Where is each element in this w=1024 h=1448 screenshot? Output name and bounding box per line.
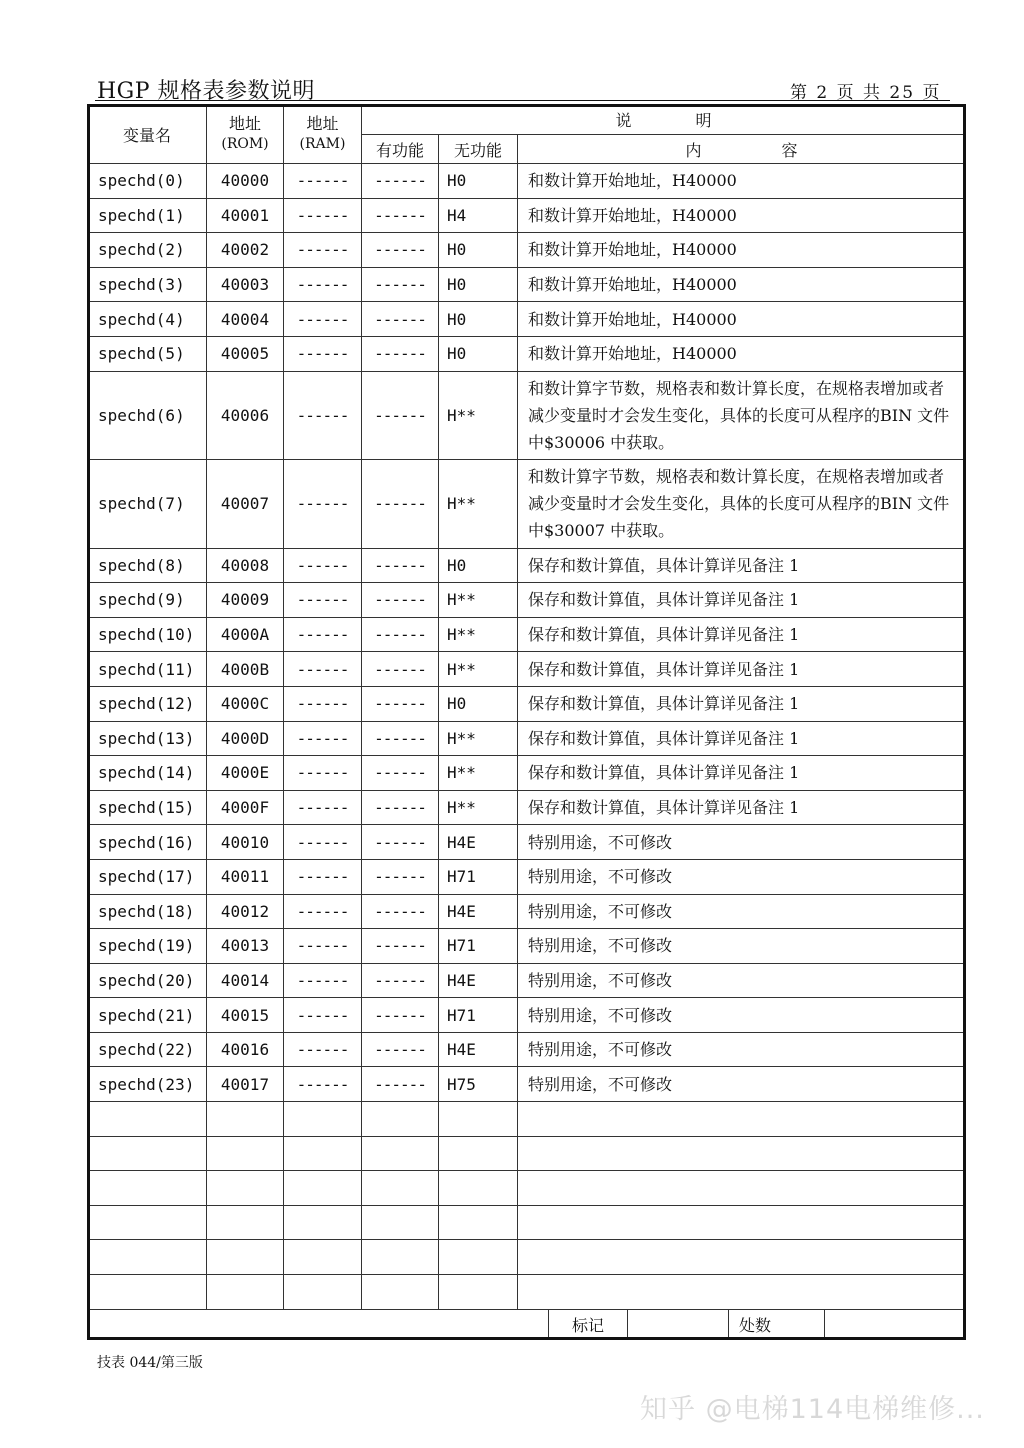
cell-addr-rom: 40013 bbox=[207, 929, 284, 964]
cell-description: 保存和数计算值，具体计算详见备注 1 bbox=[518, 652, 966, 687]
cell-addr-rom: 40014 bbox=[207, 963, 284, 998]
cell-with-func: ------ bbox=[362, 790, 439, 825]
cell-description: 和数计算字节数，规格表和数计算长度，在规格表增加或者减少变量时才会发生变化，具体的长度可从程序的BIN 文件中$30006 中获取。 bbox=[518, 371, 966, 460]
document-title: HGP 规格表参数说明 bbox=[97, 79, 316, 104]
cell-description: 和数计算开始地址，H40000 bbox=[518, 233, 966, 268]
cell-description: 和数计算字节数，规格表和数计算长度，在规格表增加或者减少变量时才会发生变化，具体的长度可从程序的BIN 文件中$30007 中获取。 bbox=[518, 460, 966, 549]
cell-description: 保存和数计算值，具体计算详见备注 1 bbox=[518, 548, 966, 583]
cell-addr-ram: ------ bbox=[284, 859, 362, 894]
cell-with-func: ------ bbox=[362, 963, 439, 998]
footer-count-label: 处数 bbox=[729, 1310, 825, 1339]
cell-addr-ram: ------ bbox=[284, 371, 362, 460]
cell-with-func: ------ bbox=[362, 686, 439, 721]
cell-description: 和数计算开始地址，H40000 bbox=[518, 302, 966, 337]
cell-var-name: spechd(19) bbox=[88, 929, 207, 964]
cell-with-func: ------ bbox=[362, 267, 439, 302]
watermark: 知乎 @电梯114电梯维修... bbox=[640, 1394, 985, 1425]
cell-description: 特别用途，不可修改 bbox=[518, 1067, 966, 1102]
cell-addr-rom: 4000A bbox=[207, 617, 284, 652]
cell-addr-ram: ------ bbox=[284, 583, 362, 618]
cell-with-func: ------ bbox=[362, 1067, 439, 1102]
col-header-addr-rom-line1: 地址 bbox=[228, 114, 261, 133]
cell-var-name: spechd(6) bbox=[88, 371, 207, 460]
cell-var-name: spechd(15) bbox=[88, 790, 207, 825]
cell-addr-rom: 40015 bbox=[207, 998, 284, 1033]
form-code: 技表 044/第三版 bbox=[97, 1355, 203, 1371]
cell-var-name: spechd(16) bbox=[88, 825, 207, 860]
cell-description: 特别用途，不可修改 bbox=[518, 825, 966, 860]
cell-addr-rom: 4000E bbox=[207, 756, 284, 791]
cell-with-func: ------ bbox=[362, 894, 439, 929]
cell-without-func: H** bbox=[439, 617, 518, 652]
cell-var-name: spechd(8) bbox=[88, 548, 207, 583]
cell-without-func: H0 bbox=[439, 164, 518, 199]
table-frame bbox=[87, 104, 966, 1340]
header-divider bbox=[95, 100, 950, 101]
cell-with-func: ------ bbox=[362, 756, 439, 791]
cell-addr-rom: 40016 bbox=[207, 1032, 284, 1067]
col-header-content: 内 容 bbox=[518, 135, 966, 164]
cell-addr-rom: 4000B bbox=[207, 652, 284, 687]
cell-description: 保存和数计算值，具体计算详见备注 1 bbox=[518, 686, 966, 721]
cell-description: 保存和数计算值，具体计算详见备注 1 bbox=[518, 721, 966, 756]
cell-addr-rom: 40003 bbox=[207, 267, 284, 302]
cell-addr-rom: 40008 bbox=[207, 548, 284, 583]
cell-with-func: ------ bbox=[362, 336, 439, 371]
cell-var-name: spechd(1) bbox=[88, 198, 207, 233]
cell-addr-rom: 40005 bbox=[207, 336, 284, 371]
cell-var-name: spechd(13) bbox=[88, 721, 207, 756]
cell-addr-rom: 40007 bbox=[207, 460, 284, 549]
cell-var-name: spechd(21) bbox=[88, 998, 207, 1033]
cell-description: 和数计算开始地址，H40000 bbox=[518, 198, 966, 233]
col-header-addr-ram-line2: (RAM) bbox=[299, 136, 346, 152]
cell-addr-ram: ------ bbox=[284, 336, 362, 371]
cell-addr-ram: ------ bbox=[284, 1032, 362, 1067]
cell-without-func: H4 bbox=[439, 198, 518, 233]
footer-mark-label: 标记 bbox=[549, 1310, 628, 1339]
cell-var-name: spechd(3) bbox=[88, 267, 207, 302]
cell-addr-ram: ------ bbox=[284, 1067, 362, 1102]
cell-addr-ram: ------ bbox=[284, 686, 362, 721]
cell-description: 特别用途，不可修改 bbox=[518, 929, 966, 964]
cell-without-func: H4E bbox=[439, 1032, 518, 1067]
cell-with-func: ------ bbox=[362, 859, 439, 894]
cell-addr-ram: ------ bbox=[284, 963, 362, 998]
cell-description: 保存和数计算值，具体计算详见备注 1 bbox=[518, 756, 966, 791]
cell-var-name: spechd(9) bbox=[88, 583, 207, 618]
cell-without-func: H** bbox=[439, 371, 518, 460]
cell-without-func: H** bbox=[439, 721, 518, 756]
cell-addr-rom: 4000F bbox=[207, 790, 284, 825]
cell-with-func: ------ bbox=[362, 302, 439, 337]
cell-var-name: spechd(18) bbox=[88, 894, 207, 929]
cell-without-func: H** bbox=[439, 790, 518, 825]
cell-description: 和数计算开始地址，H40000 bbox=[518, 267, 966, 302]
cell-var-name: spechd(5) bbox=[88, 336, 207, 371]
cell-addr-rom: 40011 bbox=[207, 859, 284, 894]
cell-description: 特别用途，不可修改 bbox=[518, 998, 966, 1033]
cell-addr-rom: 40002 bbox=[207, 233, 284, 268]
page-number: 第 2 页 共 25 页 bbox=[790, 83, 942, 103]
cell-addr-rom: 40001 bbox=[207, 198, 284, 233]
cell-description: 保存和数计算值，具体计算详见备注 1 bbox=[518, 583, 966, 618]
cell-without-func: H** bbox=[439, 460, 518, 549]
cell-var-name: spechd(10) bbox=[88, 617, 207, 652]
cell-without-func: H** bbox=[439, 756, 518, 791]
cell-addr-rom: 4000C bbox=[207, 686, 284, 721]
cell-with-func: ------ bbox=[362, 371, 439, 460]
cell-var-name: spechd(14) bbox=[88, 756, 207, 791]
cell-addr-ram: ------ bbox=[284, 652, 362, 687]
cell-without-func: H0 bbox=[439, 686, 518, 721]
cell-addr-rom: 4000D bbox=[207, 721, 284, 756]
cell-with-func: ------ bbox=[362, 721, 439, 756]
cell-with-func: ------ bbox=[362, 583, 439, 618]
cell-var-name: spechd(12) bbox=[88, 686, 207, 721]
cell-without-func: H0 bbox=[439, 548, 518, 583]
cell-addr-ram: ------ bbox=[284, 164, 362, 199]
cell-addr-ram: ------ bbox=[284, 756, 362, 791]
cell-var-name: spechd(22) bbox=[88, 1032, 207, 1067]
cell-without-func: H4E bbox=[439, 894, 518, 929]
col-header-var-name: 变量名 bbox=[88, 105, 207, 164]
cell-without-func: H4E bbox=[439, 963, 518, 998]
cell-description: 特别用途，不可修改 bbox=[518, 1032, 966, 1067]
cell-without-func: H** bbox=[439, 652, 518, 687]
cell-addr-ram: ------ bbox=[284, 302, 362, 337]
cell-addr-ram: ------ bbox=[284, 267, 362, 302]
cell-without-func: H71 bbox=[439, 859, 518, 894]
cell-var-name: spechd(17) bbox=[88, 859, 207, 894]
cell-addr-ram: ------ bbox=[284, 617, 362, 652]
cell-addr-rom: 40006 bbox=[207, 371, 284, 460]
col-header-addr-ram-line1: 地址 bbox=[306, 114, 339, 133]
cell-var-name: spechd(0) bbox=[88, 164, 207, 199]
cell-addr-ram: ------ bbox=[284, 198, 362, 233]
cell-with-func: ------ bbox=[362, 548, 439, 583]
cell-description: 和数计算开始地址，H40000 bbox=[518, 164, 966, 199]
cell-without-func: H71 bbox=[439, 998, 518, 1033]
cell-with-func: ------ bbox=[362, 929, 439, 964]
cell-description: 特别用途，不可修改 bbox=[518, 963, 966, 998]
cell-without-func: H71 bbox=[439, 929, 518, 964]
cell-with-func: ------ bbox=[362, 825, 439, 860]
col-header-addr-rom-line2: (ROM) bbox=[221, 136, 269, 152]
cell-var-name: spechd(2) bbox=[88, 233, 207, 268]
col-header-explain: 说 明 bbox=[362, 105, 966, 135]
cell-addr-ram: ------ bbox=[284, 929, 362, 964]
cell-addr-ram: ------ bbox=[284, 460, 362, 549]
cell-var-name: spechd(20) bbox=[88, 963, 207, 998]
cell-addr-rom: 40004 bbox=[207, 302, 284, 337]
cell-addr-ram: ------ bbox=[284, 998, 362, 1033]
col-header-without-func: 无功能 bbox=[439, 135, 518, 164]
cell-without-func: H75 bbox=[439, 1067, 518, 1102]
cell-with-func: ------ bbox=[362, 233, 439, 268]
cell-with-func: ------ bbox=[362, 652, 439, 687]
cell-var-name: spechd(11) bbox=[88, 652, 207, 687]
cell-description: 特别用途，不可修改 bbox=[518, 894, 966, 929]
cell-without-func: H4E bbox=[439, 825, 518, 860]
cell-with-func: ------ bbox=[362, 998, 439, 1033]
cell-description: 保存和数计算值，具体计算详见备注 1 bbox=[518, 617, 966, 652]
cell-with-func: ------ bbox=[362, 1032, 439, 1067]
cell-without-func: H0 bbox=[439, 233, 518, 268]
cell-addr-ram: ------ bbox=[284, 233, 362, 268]
cell-addr-ram: ------ bbox=[284, 721, 362, 756]
cell-addr-ram: ------ bbox=[284, 790, 362, 825]
cell-with-func: ------ bbox=[362, 198, 439, 233]
cell-addr-ram: ------ bbox=[284, 825, 362, 860]
col-header-with-func: 有功能 bbox=[362, 135, 439, 164]
cell-addr-rom: 40010 bbox=[207, 825, 284, 860]
cell-with-func: ------ bbox=[362, 617, 439, 652]
cell-with-func: ------ bbox=[362, 164, 439, 199]
cell-var-name: spechd(23) bbox=[88, 1067, 207, 1102]
cell-without-func: H0 bbox=[439, 302, 518, 337]
cell-var-name: spechd(7) bbox=[88, 460, 207, 549]
cell-addr-ram: ------ bbox=[284, 894, 362, 929]
cell-addr-rom: 40017 bbox=[207, 1067, 284, 1102]
cell-without-func: H** bbox=[439, 583, 518, 618]
cell-addr-rom: 40012 bbox=[207, 894, 284, 929]
cell-description: 特别用途，不可修改 bbox=[518, 859, 966, 894]
cell-description: 保存和数计算值，具体计算详见备注 1 bbox=[518, 790, 966, 825]
cell-without-func: H0 bbox=[439, 336, 518, 371]
cell-var-name: spechd(4) bbox=[88, 302, 207, 337]
cell-description: 和数计算开始地址，H40000 bbox=[518, 336, 966, 371]
cell-addr-rom: 40009 bbox=[207, 583, 284, 618]
cell-without-func: H0 bbox=[439, 267, 518, 302]
cell-addr-ram: ------ bbox=[284, 548, 362, 583]
cell-addr-rom: 40000 bbox=[207, 164, 284, 199]
cell-with-func: ------ bbox=[362, 460, 439, 549]
